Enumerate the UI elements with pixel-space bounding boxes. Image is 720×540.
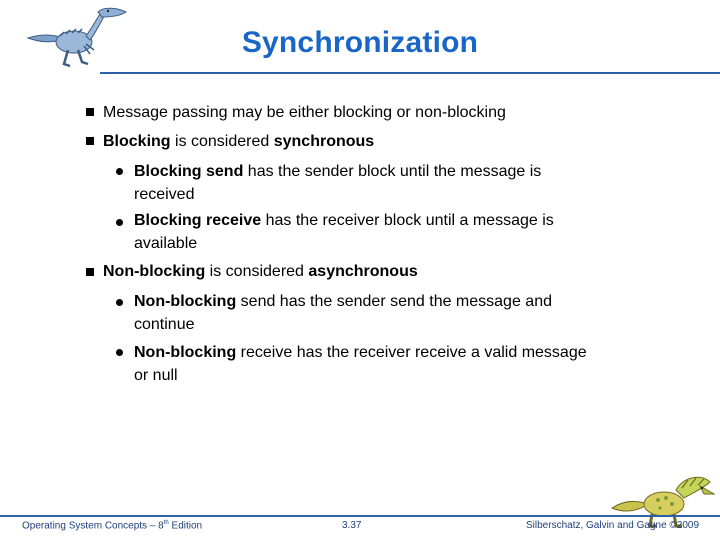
bold-term: Non-blocking [134, 293, 237, 310]
round-bullet-icon [116, 168, 123, 175]
bold-term: Blocking send [134, 163, 244, 180]
page-title: Synchronization [241, 26, 479, 59]
bold-term: Non-blocking [103, 263, 206, 280]
bullet-text: is considered [170, 133, 274, 150]
bullet-text: has the receiver block until a message is [261, 212, 554, 229]
bullet-blocking-synchronous [103, 130, 374, 153]
bullet-text: is considered [205, 263, 309, 280]
bullet-text-continued: available [134, 235, 198, 252]
title-divider [100, 72, 720, 74]
bullet-text: receive has the receiver receive a valid message [236, 344, 587, 361]
sub-bullet-blocking-send [134, 160, 634, 206]
square-bullet-icon [86, 108, 94, 116]
square-bullet-icon [86, 268, 94, 276]
bullet-text-continued: received [134, 186, 195, 203]
bold-term: Blocking receive [134, 212, 262, 229]
footer-book-title [22, 520, 202, 531]
bold-term: asynchronous [308, 263, 418, 280]
bullet-text: has the sender block until the message is [243, 163, 542, 180]
round-bullet-icon [116, 219, 123, 226]
footer-copyright: Silberschatz, Galvin and Gagne ©2009 [526, 520, 700, 531]
bullet-text-continued: continue [134, 316, 195, 333]
round-bullet-icon [116, 299, 123, 306]
footer-book-title-suffix: Edition [168, 520, 203, 532]
bold-term: Non-blocking [134, 344, 237, 361]
bullet-text: Message passing may be either blocking or non-blocking [103, 104, 506, 121]
footer-divider [0, 515, 720, 517]
bullet-message-passing [103, 101, 506, 124]
sub-bullet-non-blocking-send [134, 290, 654, 336]
bullet-non-blocking-asynchronous [103, 260, 418, 283]
bullet-text: send has the sender send the message and [236, 293, 552, 310]
sub-bullet-non-blocking-receive [134, 341, 694, 387]
footer-page-number: 3.37 [342, 520, 362, 531]
round-bullet-icon [116, 349, 123, 356]
square-bullet-icon [86, 137, 94, 145]
bold-term: Blocking [103, 133, 171, 150]
bullet-text-continued: or null [134, 367, 178, 384]
sub-bullet-blocking-receive [134, 209, 654, 255]
footer-book-title-sup: th [163, 520, 169, 526]
footer-book-title-prefix: Operating System Concepts – 8 [22, 520, 164, 532]
bold-term: synchronous [273, 133, 375, 150]
